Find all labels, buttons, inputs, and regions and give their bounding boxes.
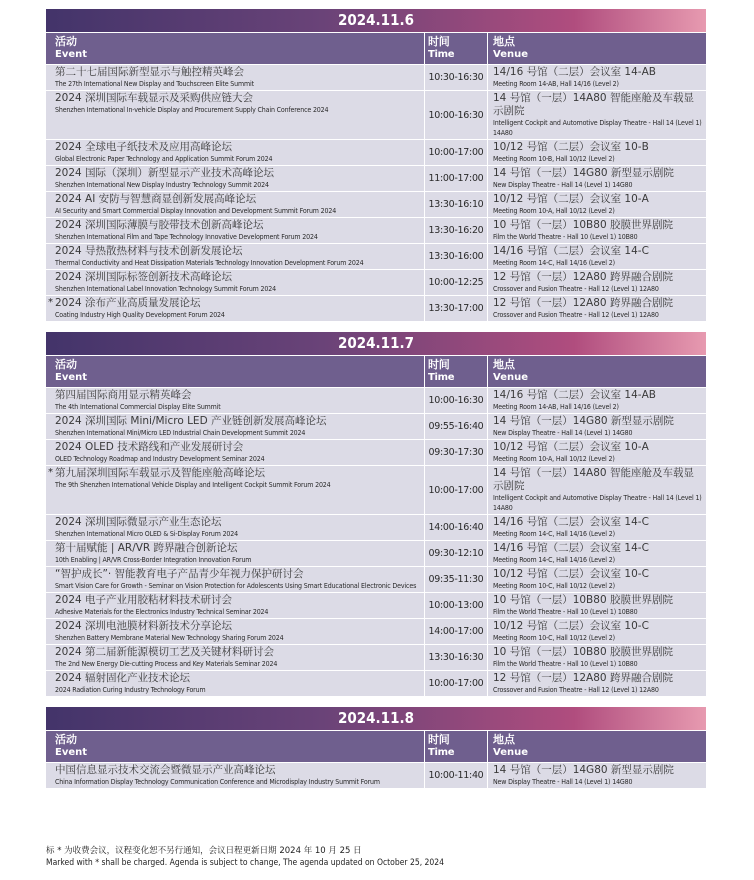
event-title-zh: 2024 辐射固化产业技术论坛 [55,672,191,684]
time-cell: 11:00-17:00 [424,166,487,191]
venue-zh: 12 号馆（一层）12A80 跨界融合剧院 [493,672,673,684]
header-venue [487,731,706,762]
time-cell: 14:00-16:40 [424,515,487,540]
table-row [46,440,706,465]
date-banner: 2024.11.8 [46,707,706,730]
event-cell [46,466,424,514]
time-cell: 13:30-17:00 [424,296,487,321]
venue-zh: 14/16 号馆（二层）会议室 14-C [493,542,649,554]
event-title-zh: 2024 第二届新能源模切工艺及关键材料研讨会 [55,646,275,658]
venue-cell [487,65,706,90]
venue-zh: 10/12 号馆（二层）会议室 10-C [493,568,649,580]
date-banner: 2024.11.6 [46,9,706,32]
venue-en: Meeting Room 10-B, Hall 10/12 (Level 2) [493,155,615,163]
header-event-zh: 活动 [55,35,77,48]
event-title-zh: 2024 涂布产业高质量发展论坛 [55,297,201,309]
header-venue-en: Venue [493,372,528,383]
time-cell: 13:30-16:00 [424,244,487,269]
header-event-en: Event [55,747,88,758]
table-row [46,296,706,321]
time-cell: 09:30-12:10 [424,541,487,566]
event-cell [46,270,424,295]
day-section [46,332,706,696]
event-title-en: 10th Enabling | AR/VR Cross-Border Integration Innovation Forum [55,556,252,564]
header-time-en: Time [428,372,455,383]
time-cell: 10:30-16:30 [424,65,487,90]
header-time-zh: 时间 [428,733,450,746]
venue-cell [487,541,706,566]
venue-zh: 10/12 号馆（二层）会议室 10-A [493,441,649,453]
header-venue-en: Venue [493,747,528,758]
event-title-zh: 第二十七届国际新型显示与触控精英峰会 [55,66,244,78]
header-venue-zh: 地点 [493,358,515,371]
venue-en: Intelligent Cockpit and Automotive Display Theatre - Hall 14 (Level 1) 14A80 [493,494,702,512]
time-cell: 09:35-11:30 [424,567,487,592]
event-title-zh: 2024 国际（深圳）新型显示产业技术高峰论坛 [55,167,275,179]
header-time [424,731,487,762]
venue-zh: 10/12 号馆（二层）会议室 10-C [493,620,649,632]
venue-zh: 14/16 号馆（二层）会议室 14-C [493,516,649,528]
venue-en: Crossover and Fusion Theatre - Hall 12 (Level 1) 12A80 [493,311,659,319]
event-title-zh: 第四届国际商用显示精英峰会 [55,389,192,401]
time-cell: 09:30-17:30 [424,440,487,465]
venue-cell [487,91,706,139]
venue-cell [487,593,706,618]
time-cell: 13:30-16:30 [424,645,487,670]
venue-cell [487,296,706,321]
header-time-zh: 时间 [428,358,450,371]
venue-cell [487,244,706,269]
table-row [46,414,706,439]
header-event [46,33,424,64]
event-title-zh: 2024 AI 安防与智慧商显创新发展高峰论坛 [55,193,257,205]
event-cell [46,619,424,644]
date-banner: 2024.11.7 [46,332,706,355]
header-time [424,356,487,387]
table-row [46,192,706,217]
venue-zh: 10 号馆（一层）10B80 胶膜世界剧院 [493,646,673,658]
table-row [46,671,706,696]
venue-zh: 10/12 号馆（二层）会议室 10-A [493,193,649,205]
table-row [46,166,706,191]
event-title-zh: 2024 深圳国际 Mini/Micro LED 产业链创新发展高峰论坛 [55,415,327,427]
time-cell: 10:00-16:30 [424,91,487,139]
venue-cell [487,567,706,592]
header-venue [487,356,706,387]
event-title-en: Thermal Conductivity and Heat Dissipation Materials Technology Innovation Development Forum 2024 [55,259,364,267]
time-cell: 10:00-13:00 [424,593,487,618]
venue-en: Crossover and Fusion Theatre - Hall 12 (Level 1) 12A80 [493,686,659,694]
event-title-en: AI Security and Smart Commercial Display Innovation and Development Summit Forum 2024 [55,207,337,215]
time-cell: 10:00-17:00 [424,466,487,514]
header-event-en: Event [55,372,88,383]
header-venue-en: Venue [493,49,528,60]
table-row [46,244,706,269]
event-title-en: Shenzhen International New Display Industry Technology Summit 2024 [55,181,269,189]
time-cell: 10:00-12:25 [424,270,487,295]
venue-zh: 10 号馆（一层）10B80 胶膜世界剧院 [493,594,673,606]
table-row [46,65,706,90]
event-cell [46,192,424,217]
event-cell [46,567,424,592]
footnote-zh: 标 * 为收费会议，议程变化恕不另行通知，会议日程更新日期 2024 年 10 月 25 日 [46,846,362,856]
event-title-zh: 2024 深圳国际微显示产业生态论坛 [55,516,222,528]
event-cell [46,65,424,90]
footnote-en: Marked with * shall be charged. Agenda is subject to change, The agenda updated on October 25, 2024 [46,858,445,868]
table-row [46,645,706,670]
event-title-zh: 2024 全球电子纸技术及应用高峰论坛 [55,141,233,153]
venue-en: Meeting Room 10-A, Hall 10/12 (Level 2) [493,455,615,463]
event-cell [46,414,424,439]
table-row [46,218,706,243]
event-title-zh: 2024 深圳电池膜材料新技术分享论坛 [55,620,233,632]
time-cell: 10:00-17:00 [424,140,487,165]
venue-en: New Display Theatre - Hall 14 (Level 1) 14G80 [493,778,633,786]
header-event [46,356,424,387]
venue-en: Intelligent Cockpit and Automotive Display Theatre - Hall 14 (Level 1) 14A80 [493,119,702,137]
event-title-zh: 2024 OLED 技术路线和产业发展研讨会 [55,441,244,453]
venue-cell [487,192,706,217]
event-cell [46,296,424,321]
venue-en: Meeting Room 14-AB, Hall 14/16 (Level 2) [493,80,619,88]
table-row [46,91,706,139]
header-time-en: Time [428,747,455,758]
table-row [46,388,706,413]
event-title-zh: “智护成长”· 智能教育电子产品青少年视力保护研讨会 [55,568,304,580]
venue-en: Meeting Room 14-C, Hall 14/16 (Level 2) [493,556,615,564]
table-row [46,593,706,618]
charged-mark: * [48,467,53,478]
venue-zh: 14/16 号馆（二层）会议室 14-C [493,245,649,257]
table-row [46,140,706,165]
venue-cell [487,619,706,644]
venue-zh: 14 号馆（一层）14A80 智能座舱及车载显示剧院 [493,92,694,117]
venue-zh: 14 号馆（一层）14G80 新型显示剧院 [493,764,674,776]
event-cell [46,388,424,413]
event-title-en: The 9th Shenzhen International Vehicle Display and Intelligent Cockpit Summit Forum 2024 [55,481,331,489]
venue-zh: 10 号馆（一层）10B80 胶膜世界剧院 [493,219,673,231]
event-title-en: 2024 Radiation Curing Industry Technology Forum [55,686,206,694]
event-title-zh: 2024 深圳国际薄膜与胶带技术创新高峰论坛 [55,219,264,231]
table-row [46,541,706,566]
event-cell [46,218,424,243]
event-title-en: Shenzhen Battery Membrane Material New Technology Sharing Forum 2024 [55,634,284,642]
event-title-zh: 第十届赋能 | AR/VR 跨界融合创新论坛 [55,542,238,554]
venue-zh: 14/16 号馆（二层）会议室 14-AB [493,66,656,78]
venue-zh: 14 号馆（一层）14G80 新型显示剧院 [493,167,674,179]
table-row [46,466,706,514]
venue-zh: 12 号馆（一层）12A80 跨界融合剧院 [493,297,673,309]
event-title-zh: 2024 深圳国际标签创新技术高峰论坛 [55,271,233,283]
venue-en: New Display Theatre - Hall 14 (Level 1) 14G80 [493,429,633,437]
event-cell [46,515,424,540]
event-title-en: Smart Vision Care for Growth - Seminar on Vision Protection for Adolescents Using Smart Educational Electronic Devices [55,582,417,590]
venue-en: Meeting Room 14-C, Hall 14/16 (Level 2) [493,530,615,538]
venue-en: Meeting Room 10-A, Hall 10/12 (Level 2) [493,207,615,215]
event-title-en: The 2nd New Energy Die-cutting Process and Key Materials Seminar 2024 [55,660,278,668]
venue-zh: 14 号馆（一层）14A80 智能座舱及车载显示剧院 [493,467,694,492]
header-event-zh: 活动 [55,733,77,746]
time-cell: 10:00-17:00 [424,671,487,696]
table-row [46,763,706,788]
venue-cell [487,218,706,243]
venue-zh: 10/12 号馆（二层）会议室 10-B [493,141,649,153]
table-row [46,515,706,540]
venue-cell [487,645,706,670]
header-venue [487,33,706,64]
table-header [46,356,706,387]
event-title-en: Shenzhen International Mini/Micro LED Industrial Chain Development Summit 2024 [55,429,306,437]
event-title-zh: 2024 深圳国际车载显示及采购供应链大会 [55,92,254,104]
event-cell [46,645,424,670]
event-cell [46,763,424,788]
table-row [46,567,706,592]
header-venue-zh: 地点 [493,35,515,48]
time-cell: 14:00-17:00 [424,619,487,644]
event-title-en: Shenzhen International In-vehicle Display and Procurement Supply Chain Conference 2024 [55,106,329,114]
venue-cell [487,388,706,413]
charged-mark: * [48,297,53,308]
header-event-en: Event [55,49,88,60]
venue-cell [487,763,706,788]
venue-en: Meeting Room 10-C, Hall 10/12 (Level 2) [493,582,615,590]
event-title-en: Shenzhen International Label Innovation Technology Summit Forum 2024 [55,285,276,293]
event-cell [46,440,424,465]
event-title-en: Global Electronic Paper Technology and Application Summit Forum 2024 [55,155,273,163]
event-title-en: OLED Technology Roadmap and Industry Development Seminar 2024 [55,455,265,463]
venue-cell [487,671,706,696]
event-title-zh: 2024 导热散热材料与技术创新发展论坛 [55,245,243,257]
event-cell [46,244,424,269]
venue-en: Film the World Theatre - Hall 10 (Level 1) 10B80 [493,660,638,668]
event-title-zh: 第九届深圳国际车载显示及智能座舱高峰论坛 [55,467,265,479]
event-cell [46,671,424,696]
header-time [424,33,487,64]
time-cell: 09:55-16:40 [424,414,487,439]
venue-cell [487,440,706,465]
agenda-schedule [46,9,706,799]
venue-zh: 14 号馆（一层）14G80 新型显示剧院 [493,415,674,427]
venue-cell [487,166,706,191]
header-event-zh: 活动 [55,358,77,371]
time-cell: 13:30-16:10 [424,192,487,217]
header-time-zh: 时间 [428,35,450,48]
event-title-en: Adhesive Materials for the Electronics Industry Technical Seminar 2024 [55,608,269,616]
day-section [46,9,706,321]
header-event [46,731,424,762]
venue-en: Film the World Theatre - Hall 10 (Level 1) 10B80 [493,608,638,616]
venue-en: Meeting Room 14-C, Hall 14/16 (Level 2) [493,259,615,267]
venue-cell [487,414,706,439]
event-title-en: China Information Display Technology Communication Conference and Microdisplay Industry Summit Forum [55,778,380,786]
venue-cell [487,515,706,540]
event-cell [46,541,424,566]
header-venue-zh: 地点 [493,733,515,746]
table-row [46,619,706,644]
venue-en: Film the World Theatre - Hall 10 (Level 1) 10B80 [493,233,638,241]
venue-en: New Display Theatre - Hall 14 (Level 1) 14G80 [493,181,633,189]
event-cell [46,91,424,139]
venue-en: Meeting Room 10-C, Hall 10/12 (Level 2) [493,634,615,642]
table-header [46,33,706,64]
event-cell [46,140,424,165]
event-title-zh: 2024 电子产业用胶粘材料技术研讨会 [55,594,233,606]
venue-cell [487,140,706,165]
table-header [46,731,706,762]
venue-cell [487,466,706,514]
event-cell [46,166,424,191]
table-row [46,270,706,295]
event-title-en: The 27th International New Display and Touchscreen Elite Summit [55,80,254,88]
time-cell: 10:00-16:30 [424,388,487,413]
day-section [46,707,706,788]
venue-zh: 12 号馆（一层）12A80 跨界融合剧院 [493,271,673,283]
venue-en: Crossover and Fusion Theatre - Hall 12 (Level 1) 12A80 [493,285,659,293]
time-cell: 13:30-16:20 [424,218,487,243]
header-time-en: Time [428,49,455,60]
footnote [46,845,444,869]
venue-en: Meeting Room 14-AB, Hall 14/16 (Level 2) [493,403,619,411]
event-title-en: The 4th International Commercial Display Elite Summit [55,403,221,411]
event-title-en: Shenzhen International Film and Tape Technology Innovative Development Forum 2024 [55,233,318,241]
event-title-en: Coating Industry High Quality Development Forum 2024 [55,311,225,319]
event-title-en: Shenzhen International Micro OLED & Si-Display Forum 2024 [55,530,238,538]
event-title-zh: 中国信息显示技术交流会暨微显示产业高峰论坛 [55,764,276,776]
venue-cell [487,270,706,295]
time-cell: 10:00-11:40 [424,763,487,788]
venue-zh: 14/16 号馆（二层）会议室 14-AB [493,389,656,401]
event-cell [46,593,424,618]
